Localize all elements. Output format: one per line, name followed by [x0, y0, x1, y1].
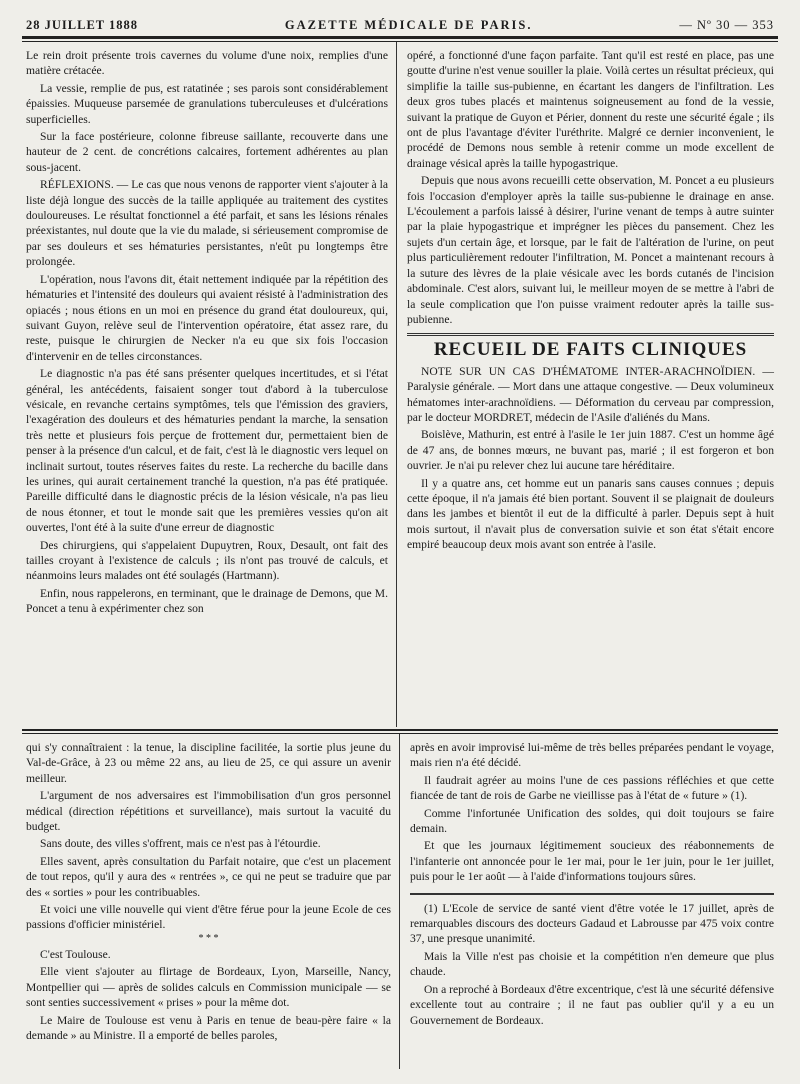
- paragraph: Elle vient s'ajouter au flirtage de Bordeaux, Lyon, Marseille, Nancy, Montpellier qui — après de solides calculs en Commission municipale — se sont senties successivement « prises » pour la même dot.: [26, 965, 391, 1010]
- journal-title: GAZETTE MÉDICALE DE PARIS.: [284, 18, 533, 32]
- issue-number-and-page: [679, 18, 774, 33]
- paragraph: Et que les journaux légitimement soucieux des réabonnements de l'infanterie ont annoncée pour le 1er mai, pour le 1er juin, pour le 1er juillet, puis pour le 1er août — à l'aide d'informations toujours sûres.: [410, 839, 774, 884]
- paragraph: qui s'y connaîtraient : la tenue, la discipline facilitée, la sortie plus jeune du Val-de-Grâce, à 23 ou même 22 ans, au lieu de 25, ce qui assure un avenir meilleur.: [26, 741, 391, 785]
- footnote: On a reproché à Bordeaux d'être excentrique, c'est là une sécurité défensive excellente tout au contraire ; il ne faut pas oublier qu'il y a eu un Gouvernement de Bordeaux.: [410, 982, 774, 1027]
- paragraph: après en avoir improvisé lui-même de très belles préparées pendant le voyage, mais rien n'a été décidé.: [410, 741, 774, 770]
- section-title: RECUEIL DE FAITS CLINIQUES: [433, 339, 748, 361]
- header-rule: [22, 36, 778, 39]
- page-number: 353: [752, 18, 774, 32]
- paragraph: opéré, a fonctionné d'une façon parfaite. Tant qu'il est resté en place, pas une goutte d'urine n'est venue souiller la plaie. Voilà certes un résultat précieux, qui simplifie la taille sus-pubienne, en écartant les dangers de l'infiltration. Les deux gros tubes placés et maintenus soigneusement au fond de la vessie, suivant la pratique de Guyon et Périer, donnent du reste une sécurité égale ; ils ont de plus l'avantage d'éviter l'uréthrite. Malgré ce dernier inconvenient, le procédé de Demons nous semble à retenir comme un mode excellent de drainage vésical après la taille hypogastrique.: [407, 49, 774, 170]
- paragraph: Le Maire de Toulouse est venu à Paris en tenue de beau-père faire « la demande » au Ministre. Il a emporté de belles paroles,: [26, 1013, 391, 1042]
- section-divider: [407, 333, 774, 336]
- footnote-rule: [410, 893, 774, 895]
- article-heading: NOTE SUR UN CAS D'HÉMATOME INTER-ARACHNOÏDIEN. — Paralysie générale. — Mort dans une attaque congestive. — Deux volumineux hématomes inter-arachnoïdiens. — Déformation du cerveau par compression, par le docteur MORDRET, médecin de l'Asile d'aliénés du Mans.: [407, 364, 774, 424]
- paragraph: Il faudrait agréer au moins l'une de ces passions réfléchies et que cette fiancée de tant de rois de Garbe ne vieillisse pas à l'état de « future » (1).: [410, 773, 774, 803]
- paragraph: Le rein droit présente trois cavernes du volume d'une noix, remplies d'une matière crétacée.: [26, 49, 388, 78]
- paragraph: Des chirurgiens, qui s'appelaient Dupuytren, Roux, Desault, ont fait des tailles croyant à l'existence de calculs ; ils n'ont pas trouvé de calculs, et néanmoins leurs malades ont été soulagés (Hartmann).: [26, 538, 388, 583]
- bottom-left-column: [22, 734, 400, 1069]
- paragraph: RÉFLEXIONS. — Le cas que nous venons de rapporter vient s'ajouter à la liste déjà longue des succès de la taille appliquée au traitement des cystites douloureuses. Le résultat fonctionnel a été parfait, et sans les lésions rénales préexistantes, nul doute que la vie du malade, si sérieusement compromise de par ses douleurs et ses hématuries persistantes, n'eût pu longtemps être prolongée.: [26, 178, 388, 269]
- bottom-right-column: [400, 734, 778, 1069]
- bottom-columns: [22, 734, 778, 1069]
- issue-date: 28 JUILLET 1888: [26, 18, 139, 32]
- paragraph: Depuis que nous avons recueilli cette observation, M. Poncet a eu plusieurs fois l'occasion d'employer après la taille sus-pubienne le drainage en anse. L'écoulement a parfois laissé à désirer, l'urine venant de temps à autre suinter par la plaie hypogastrique et imprégner les pièces du pansement. Chez les sujets d'un certain âge, et lorsque, par le fait de l'altération de l'urine, on peut plus particulièrement redouter l'infiltration, M. Poncet a maintenant recours à la suture des lèvres de la plaie vésicale avec les bords cutanés de l'incision abdominale. C'est alors, suivant lui, le meilleur moyen de se mettre à l'abri de la seule complication que l'on puisse vraiment redouter après la taille sus-pubienne.: [407, 174, 774, 326]
- section-stars: * * *: [198, 932, 219, 944]
- top-left-column: [22, 42, 397, 727]
- paragraph: Enfin, nous rappelerons, en terminant, que le drainage de Demons, que M. Poncet a tenu à expérimenter chez son: [26, 586, 388, 616]
- top-right-column: [397, 42, 778, 727]
- top-columns: [22, 42, 778, 727]
- paragraph: Et voici une ville nouvelle qui vient d'être férue pour la jeune Ecole de ces passions d'officier ministériel.: [26, 903, 391, 932]
- paragraph: L'opération, nous l'avons dit, était nettement indiquée par la répétition des hématuries et l'intensité des douleurs qui avaient résisté à l'administration des opiacés ; nous étions en un moi en présence du grand état douloureux, qui, suivant Guyon, relève seul de l'intervention opératoire, état assez rare, du reste, puisque le chirurgien de Necker n'a eu que six fois l'occasion d'intervenir en de telles circonstances.: [26, 272, 388, 363]
- paragraph: Boislève, Mathurin, est entré à l'asile le 1er juin 1887. C'est un homme âgé de 47 ans, de bonnes mœurs, ne buvant pas, marié ; il est forgeron et bon ouvrier. Je n'ai pu relever chez lui aucune tare héréditaire.: [407, 428, 774, 473]
- newspaper-page: [22, 18, 778, 1070]
- page-header: [22, 18, 778, 36]
- middle-rule: [22, 729, 778, 731]
- paragraph: Comme l'infortunée Unification des soldes, qui doit toujours se faire demain.: [410, 806, 774, 836]
- paragraph: Sans doute, des villes s'offrent, mais ce n'est pas à l'étourdie.: [40, 837, 321, 851]
- paragraph: La vessie, remplie de pus, est ratatinée ; ses parois sont considérablement épaissies. Muqueuse parsemée de granulations tuberculeuses et d'ulcérations superficielles.: [26, 81, 388, 126]
- paragraph: L'argument de nos adversaires est l'immobilisation d'un gros personnel médical (direction répétitions et surveillance), mais surtout la vacuité du budget.: [26, 789, 391, 834]
- paragraph: C'est Toulouse.: [40, 947, 111, 961]
- footnote: (1) L'Ecole de service de santé vient d'être votée le 17 juillet, après de remarquables discours des docteurs Gadaud et Labrousse par 475 voix contre 37, une presque unanimité.: [410, 901, 774, 946]
- paragraph: Le diagnostic n'a pas été sans présenter quelques incertitudes, et si l'état général, les antécédents, faisaient songer tout d'abord à la tuberculose vésicale, en revanche certains symptômes, tels que l'émission des graviers, l'exagération des douleurs et des hématuries pendant la marche, la sensation très nette et plusieurs fois perçue de frottement dur, permettaient bien de penser à la présence d'un calcul, et de fait, c'est là le diagnostic vers lequel on inclinait surtout, toutes réserves faites du reste. La recherche du bacille dans les urines, qui aurait certainement tranché la question, n'a pas été pratiquée. Pareille difficulté dans le diagnostic précis de la lésion vésicale, n'a pas lieu de nous étonner, et tout le monde sait que les premières vessies qu'on ait ouvertes, l'ont été à la suite d'une erreur de diagnostic: [26, 367, 388, 535]
- paragraph: Sur la face postérieure, colonne fibreuse saillante, recouverte dans une hauteur de 2 cent. de concrétions calcaires, fortement adhérentes au plan sous-jacent.: [26, 130, 388, 174]
- paragraph: Il y a quatre ans, cet homme eut un panaris sans causes connues ; depuis cette époque, il n'a jamais été bien portant. Souvent il se plaignait de douleurs dans les jambes et bientôt il eut de la difficulté à parler. Depuis sept à huit mois surtout, il n'avait plus de conversation suivie et son état s'était encore empiré beaucoup deux mois avant son entrée à l'asile.: [407, 476, 774, 552]
- footnote: Mais la Ville n'est pas choisie et la compétition n'en demeure que plus chaude.: [410, 949, 774, 979]
- issue-number: — Nº 30 —: [679, 18, 749, 32]
- paragraph: Elles savent, après consultation du Parfait notaire, que c'est un placement de tout repos, qu'il y aura des « rentrées », ce qui ne peut se traduire que par des « sorties » pour les contribuables.: [26, 854, 391, 899]
